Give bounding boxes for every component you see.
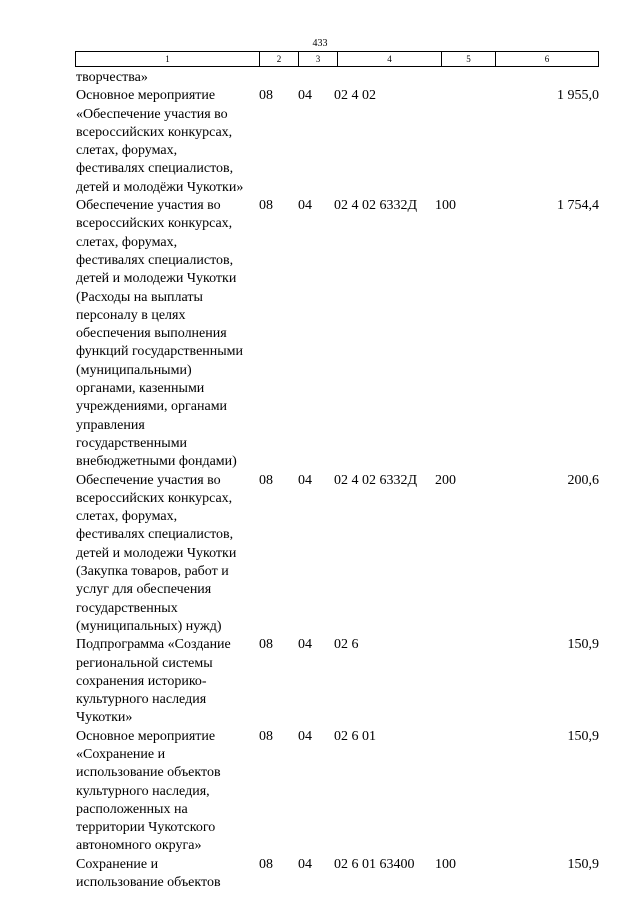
description-line: Обеспечение участия во — [76, 198, 221, 214]
row-subsection: 04 — [298, 637, 312, 653]
row-section: 08 — [259, 637, 273, 653]
row-target-article: 02 4 02 — [334, 88, 376, 104]
description-line: региональной системы — [76, 655, 213, 671]
table-row — [76, 87, 636, 197]
description-line: Сохранение и — [76, 856, 159, 872]
table-body — [76, 69, 636, 892]
row-section: 08 — [259, 728, 273, 744]
row-section: 08 — [259, 198, 273, 214]
description-line: территории Чукотского — [76, 820, 216, 836]
description-line: культурного наследия, — [76, 783, 210, 799]
description-line: творчества» — [76, 70, 148, 85]
page-number: 433 — [312, 38, 328, 49]
row-description — [76, 197, 259, 471]
description-line: государственных — [76, 600, 178, 616]
description-line: персоналу в целях — [76, 307, 186, 323]
row-amount: 150,9 — [567, 856, 599, 872]
description-line: расположенных на — [76, 801, 188, 817]
description-line: «Обеспечение участия во — [76, 106, 228, 122]
description-line: фестивалях специалистов, — [76, 161, 234, 177]
description-line: использование объектов — [76, 875, 221, 891]
row-description — [76, 472, 259, 637]
row-section: 08 — [259, 88, 273, 104]
description-line: Основное мероприятие — [76, 728, 216, 744]
description-line: учреждениями, органами — [76, 399, 228, 415]
column-header-4: 4 — [337, 52, 441, 66]
row-target-article: 02 6 01 63400 — [334, 856, 415, 872]
description-line: государственными — [76, 435, 188, 451]
description-line: сохранения историко- — [76, 673, 207, 689]
row-description — [76, 87, 259, 197]
description-line: детей и молодежи Чукотки — [76, 545, 237, 561]
description-line: внебюджетными фондами) — [76, 454, 237, 470]
description-line: Основное мероприятие — [76, 88, 216, 104]
description-line: слетах, форумах, — [76, 509, 178, 525]
row-target-article: 02 4 02 6332Д — [334, 198, 418, 214]
description-line: (Закупка товаров, работ и — [76, 564, 229, 580]
row-target-article: 02 6 — [334, 637, 359, 653]
description-line: услуг для обеспечения — [76, 582, 212, 598]
row-description — [76, 69, 259, 87]
table-row — [76, 69, 636, 87]
row-amount: 150,9 — [567, 637, 599, 653]
table-row — [76, 197, 636, 471]
row-expense-type: 100 — [435, 198, 456, 214]
description-line: Чукотки» — [76, 710, 133, 726]
row-section: 08 — [259, 856, 273, 872]
description-line: (муниципальными) — [76, 362, 192, 378]
table-row — [76, 636, 636, 727]
row-description — [76, 856, 259, 893]
column-header-2: 2 — [259, 52, 298, 66]
description-line: всероссийских конкурсах, — [76, 124, 233, 140]
description-line: «Сохранение и — [76, 746, 166, 762]
description-line: детей и молодежи Чукотки — [76, 271, 237, 287]
description-line: детей и молодёжи Чукотки» — [76, 179, 244, 195]
row-target-article: 02 6 01 — [334, 728, 376, 744]
description-line: управления — [76, 417, 145, 433]
row-expense-type: 200 — [435, 472, 456, 488]
table-row — [76, 728, 636, 856]
row-amount: 200,6 — [567, 472, 599, 488]
row-amount: 1 754,4 — [557, 198, 599, 214]
row-subsection: 04 — [298, 472, 312, 488]
row-amount: 1 955,0 — [557, 88, 599, 104]
description-line: слетах, форумах, — [76, 234, 178, 250]
table-column-header — [75, 51, 599, 67]
description-line: всероссийских конкурсах, — [76, 216, 233, 232]
row-section: 08 — [259, 472, 273, 488]
description-line: фестивалях специалистов, — [76, 527, 234, 543]
table-row — [76, 472, 636, 637]
description-line: обеспечения выполнения — [76, 326, 227, 342]
row-expense-type: 100 — [435, 856, 456, 872]
description-line: слетах, форумах, — [76, 143, 178, 159]
row-description — [76, 728, 259, 856]
description-line: Подпрограмма «Создание — [76, 637, 231, 653]
description-line: использование объектов — [76, 765, 221, 781]
column-header-1: 1 — [165, 54, 170, 64]
description-line: фестивалях специалистов, — [76, 252, 234, 268]
description-line: всероссийских конкурсах, — [76, 490, 233, 506]
description-line: (муниципальных) нужд) — [76, 618, 222, 634]
row-amount: 150,9 — [567, 728, 599, 744]
description-line: (Расходы на выплаты — [76, 289, 203, 305]
row-subsection: 04 — [298, 198, 312, 214]
row-target-article: 02 4 02 6332Д — [334, 472, 418, 488]
column-header-3: 3 — [298, 52, 337, 66]
table-row — [76, 856, 636, 893]
description-line: органами, казенными — [76, 381, 205, 397]
column-header-6: 6 — [495, 52, 598, 66]
row-subsection: 04 — [298, 88, 312, 104]
description-line: Обеспечение участия во — [76, 472, 221, 488]
row-description — [76, 636, 259, 727]
column-header-5: 5 — [441, 52, 495, 66]
description-line: культурного наследия — [76, 692, 207, 708]
row-subsection: 04 — [298, 728, 312, 744]
row-subsection: 04 — [298, 856, 312, 872]
description-line: автономного округа» — [76, 838, 202, 854]
description-line: функций государственными — [76, 344, 244, 360]
